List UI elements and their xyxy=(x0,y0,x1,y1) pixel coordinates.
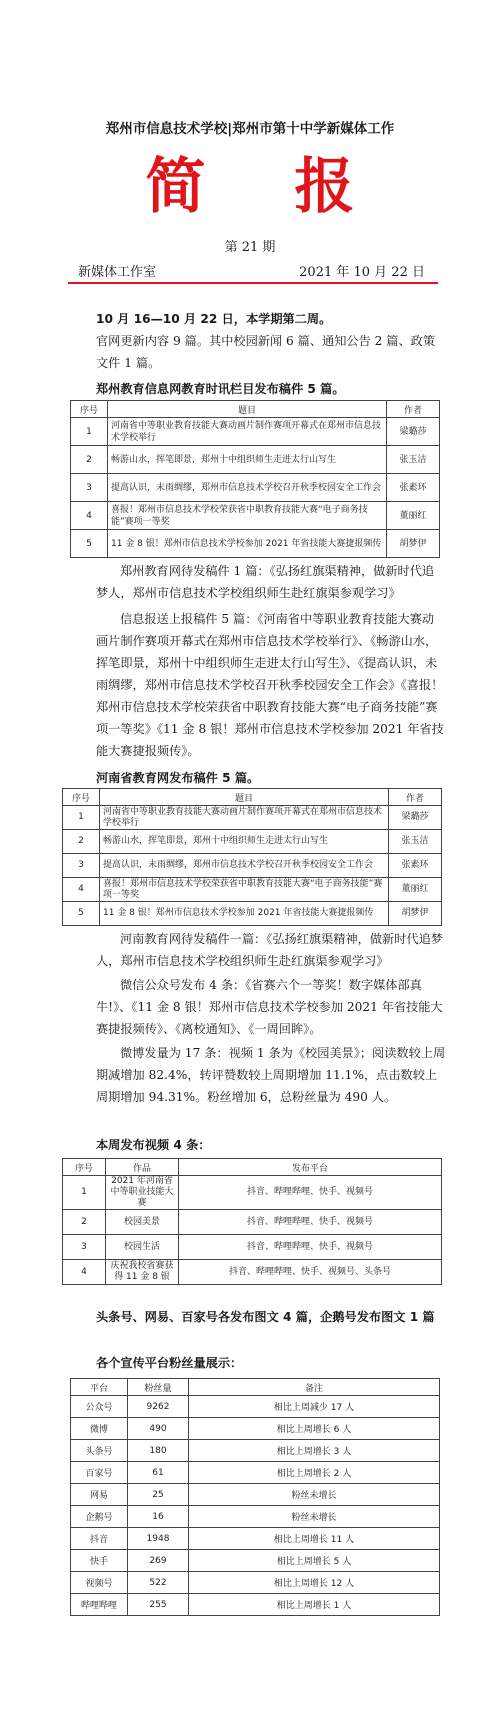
row-author: 张素环 xyxy=(389,854,442,878)
row-no: 2 xyxy=(63,830,100,854)
table-row xyxy=(71,1550,440,1572)
henan-pending-paragraph: 河南教育网待发稿件一篇：《弘扬红旗渠精神，做新时代追梦人，郑州市信息技术学校组织师生赴红旗渠参观学习》 xyxy=(96,932,443,968)
table-row xyxy=(71,530,440,558)
row-author: 梁璐莎 xyxy=(387,418,440,446)
table-row xyxy=(71,1462,440,1484)
row-title: 11 金 8 银！郑州市信息技术学校参加 2021 年省技能大赛捷报频传 xyxy=(100,902,389,926)
table-row xyxy=(71,1418,440,1440)
table-row xyxy=(71,1528,440,1550)
col-author: 作者 xyxy=(389,789,442,806)
row-no: 3 xyxy=(63,854,100,878)
row-platform: 快手 xyxy=(71,1550,128,1572)
row-fans: 25 xyxy=(128,1484,189,1506)
table-row xyxy=(63,1235,442,1260)
office-name: 新媒体工作室 xyxy=(78,265,157,280)
row-no: 5 xyxy=(63,902,100,926)
zjy-heading: 郑州教育信息网教育时讯栏目发布稿件 5 篇。 xyxy=(96,382,345,396)
table-row xyxy=(63,830,442,854)
row-no: 2 xyxy=(63,1210,106,1235)
col-author: 作者 xyxy=(387,401,440,418)
col-no: 序号 xyxy=(71,401,108,418)
headline-paragraph: 头条号、网易、百家号各发布图文 4 篇，企鹅号发布图文 1 篇 xyxy=(96,1310,435,1324)
row-platform: 头条号 xyxy=(71,1440,128,1462)
row-author: 张素环 xyxy=(387,474,440,502)
row-no: 3 xyxy=(71,474,108,502)
row-work: 校园美景 xyxy=(106,1210,179,1235)
zjw-pending-paragraph: 郑州教育网待发稿件 1 篇：《弘扬红旗渠精神，做新时代追梦人，郑州市信息技术学校组织师生赴红旗渠参观学习》 xyxy=(96,564,435,600)
row-platform: 抖音、哔哩哔哩、快手、视频号、头条号 xyxy=(179,1260,442,1285)
table-row xyxy=(63,1210,442,1235)
zjy-table xyxy=(70,400,440,558)
row-title: 畅游山水，挥笔即景，郑州十中组织师生走进太行山写生 xyxy=(100,830,389,854)
table-header-row xyxy=(71,1379,440,1396)
weibo-paragraph: 微博发量为 17 条：视频 1 条为《校园美景》；阅读数较上周期减增加 82.4%，转评赞数较上周期增加 11.1%，点击数较上周期增加 94.31%。粉丝增加 6，总粉丝量为 490 人。 xyxy=(96,1046,446,1104)
fans-heading: 各个宣传平台粉丝量展示： xyxy=(96,1356,243,1370)
row-note: 粉丝未增长 xyxy=(189,1506,440,1528)
row-note: 相比上周减少 17 人 xyxy=(189,1396,440,1418)
red-divider xyxy=(68,282,438,284)
row-author: 张玉洁 xyxy=(387,446,440,474)
row-platform: 哔哩哔哩 xyxy=(71,1594,128,1616)
col-title: 题目 xyxy=(100,789,389,806)
col-work: 作品 xyxy=(106,1159,179,1176)
row-no: 4 xyxy=(63,1260,106,1285)
row-note: 相比上周增长 3 人 xyxy=(189,1440,440,1462)
table-row xyxy=(63,1176,442,1210)
row-note: 相比上周增长 2 人 xyxy=(189,1462,440,1484)
col-fans: 粉丝量 xyxy=(128,1379,189,1396)
table-row xyxy=(63,806,442,830)
row-note: 粉丝未增长 xyxy=(189,1484,440,1506)
video-table xyxy=(62,1158,442,1285)
table-header-row xyxy=(71,401,440,418)
table-row xyxy=(71,1396,440,1418)
row-platform: 百家号 xyxy=(71,1462,128,1484)
table-row xyxy=(71,446,440,474)
row-no: 1 xyxy=(71,418,108,446)
row-work: 2021 年河南省中等职业技能大赛 xyxy=(106,1176,179,1210)
table-row xyxy=(63,854,442,878)
row-author: 张玉洁 xyxy=(389,830,442,854)
row-no: 5 xyxy=(71,530,108,558)
row-title: 畅游山水，挥笔即景，郑州十中组织师生走进太行山写生 xyxy=(108,446,387,474)
table-row xyxy=(63,1260,442,1285)
row-no: 1 xyxy=(63,806,100,830)
col-no: 序号 xyxy=(63,1159,106,1176)
row-author: 董丽红 xyxy=(387,502,440,530)
row-title: 喜报！郑州市信息技术学校荣获省中职教育技能大赛“电子商务技能”赛项一等奖 xyxy=(100,878,389,902)
table-row xyxy=(63,878,442,902)
wechat-paragraph: 微信公众号发布 4 条：《省赛六个一等奖！数字媒体部真牛!》、《11 金 8 银！郑州市信息技术学校参加 2021 年省技能大赛捷报频传》、《离校通知》、《一周回眸》。 xyxy=(96,978,443,1036)
row-platform: 抖音 xyxy=(71,1528,128,1550)
table-row xyxy=(71,1506,440,1528)
row-fans: 61 xyxy=(128,1462,189,1484)
bulletin-title: 简 报 xyxy=(145,152,389,222)
henan-heading: 河南省教育网发布稿件 5 篇。 xyxy=(96,771,260,785)
row-author: 董丽红 xyxy=(389,878,442,902)
col-title: 题目 xyxy=(108,401,387,418)
row-note: 相比上周增长 11 人 xyxy=(189,1528,440,1550)
table-row xyxy=(71,502,440,530)
row-title: 喜报！郑州市信息技术学校荣获省中职教育技能大赛“电子商务技能”赛项一等奖 xyxy=(108,502,387,530)
table-row xyxy=(63,902,442,926)
row-author: 梁璐莎 xyxy=(389,806,442,830)
table-row xyxy=(71,1572,440,1594)
issue-date: 2021 年 10 月 22 日 xyxy=(299,265,425,280)
row-note: 相比上周增长 12 人 xyxy=(189,1572,440,1594)
row-platform: 企鹅号 xyxy=(71,1506,128,1528)
row-platform: 微博 xyxy=(71,1418,128,1440)
row-note: 相比上周增长 1 人 xyxy=(189,1594,440,1616)
org-title: 郑州市信息技术学校|郑州市第十中学新媒体工作 xyxy=(105,121,395,137)
row-fans: 522 xyxy=(128,1572,189,1594)
row-title: 提高认识，未雨绸缪，郑州市信息技术学校召开秋季校园安全工作会 xyxy=(108,474,387,502)
table-header-row xyxy=(63,789,442,806)
row-author: 胡梦伊 xyxy=(387,530,440,558)
row-no: 3 xyxy=(63,1235,106,1260)
col-platform: 发布平台 xyxy=(179,1159,442,1176)
site-update-paragraph: 官网更新内容 9 篇。其中校园新闻 6 篇、通知公告 2 篇、政策文件 1 篇。 xyxy=(96,334,436,370)
table-row xyxy=(71,474,440,502)
row-platform: 公众号 xyxy=(71,1396,128,1418)
row-fans: 490 xyxy=(128,1418,189,1440)
row-fans: 255 xyxy=(128,1594,189,1616)
row-title: 11 金 8 银！郑州市信息技术学校参加 2021 年省技能大赛捷报频传 xyxy=(108,530,387,558)
row-fans: 9262 xyxy=(128,1396,189,1418)
row-title: 河南省中等职业教育技能大赛动画片制作赛项开幕式在郑州市信息技术学校举行 xyxy=(100,806,389,830)
issue-number: 第 21 期 xyxy=(224,240,276,255)
row-no: 4 xyxy=(63,878,100,902)
row-note: 相比上周增长 6 人 xyxy=(189,1418,440,1440)
row-platform: 网易 xyxy=(71,1484,128,1506)
week-line: 10 月 16—10 月 22 日，本学期第二周。 xyxy=(96,312,332,326)
row-author: 胡梦伊 xyxy=(389,902,442,926)
row-platform: 抖音、哔哩哔哩、快手、视频号 xyxy=(179,1235,442,1260)
table-row xyxy=(71,418,440,446)
video-heading: 本周发布视频 4 条： xyxy=(96,1138,211,1152)
col-no: 序号 xyxy=(63,789,100,806)
row-fans: 269 xyxy=(128,1550,189,1572)
row-work: 校园生活 xyxy=(106,1235,179,1260)
row-title: 提高认识，未雨绸缪，郑州市信息技术学校召开秋季校园安全工作会 xyxy=(100,854,389,878)
row-platform: 抖音、哔哩哔哩、快手、视频号 xyxy=(179,1176,442,1210)
row-fans: 16 xyxy=(128,1506,189,1528)
row-fans: 1948 xyxy=(128,1528,189,1550)
table-header-row xyxy=(63,1159,442,1176)
col-platform: 平台 xyxy=(71,1379,128,1396)
fans-table xyxy=(70,1378,440,1616)
col-note: 备注 xyxy=(189,1379,440,1396)
row-no: 4 xyxy=(71,502,108,530)
row-note: 相比上周增长 5 人 xyxy=(189,1550,440,1572)
row-work: 庆祝我校省赛获得 11 金 8 银 xyxy=(106,1260,179,1285)
row-no: 2 xyxy=(71,446,108,474)
row-title: 河南省中等职业教育技能大赛动画片制作赛项开幕式在郑州市信息技术学校举行 xyxy=(108,418,387,446)
report-paragraph: 信息报送上报稿件 5 篇：《河南省中等职业教育技能大赛动画片制作赛项开幕式在郑州市信息技术学校举行》、《畅游山水，挥笔即景，郑州十中组织师生走进太行山写生》、《提高认识，未雨绸缪，郑州市信息技术学校召开秋季校园安全工作会》《喜报！郑州市信息技术学校荣获省中职教育技能大赛“电子商务技能”赛项一等奖》《11 金 8 银！郑州市信息技术学校参加 2021 年省技能大赛捷报频传》。 xyxy=(96,612,444,758)
row-platform: 视频号 xyxy=(71,1572,128,1594)
table-row xyxy=(71,1440,440,1462)
table-row xyxy=(71,1484,440,1506)
row-platform: 抖音、哔哩哔哩、快手、视频号 xyxy=(179,1210,442,1235)
row-no: 1 xyxy=(63,1176,106,1210)
row-fans: 180 xyxy=(128,1440,189,1462)
table-row xyxy=(71,1594,440,1616)
henan-table xyxy=(62,788,442,926)
